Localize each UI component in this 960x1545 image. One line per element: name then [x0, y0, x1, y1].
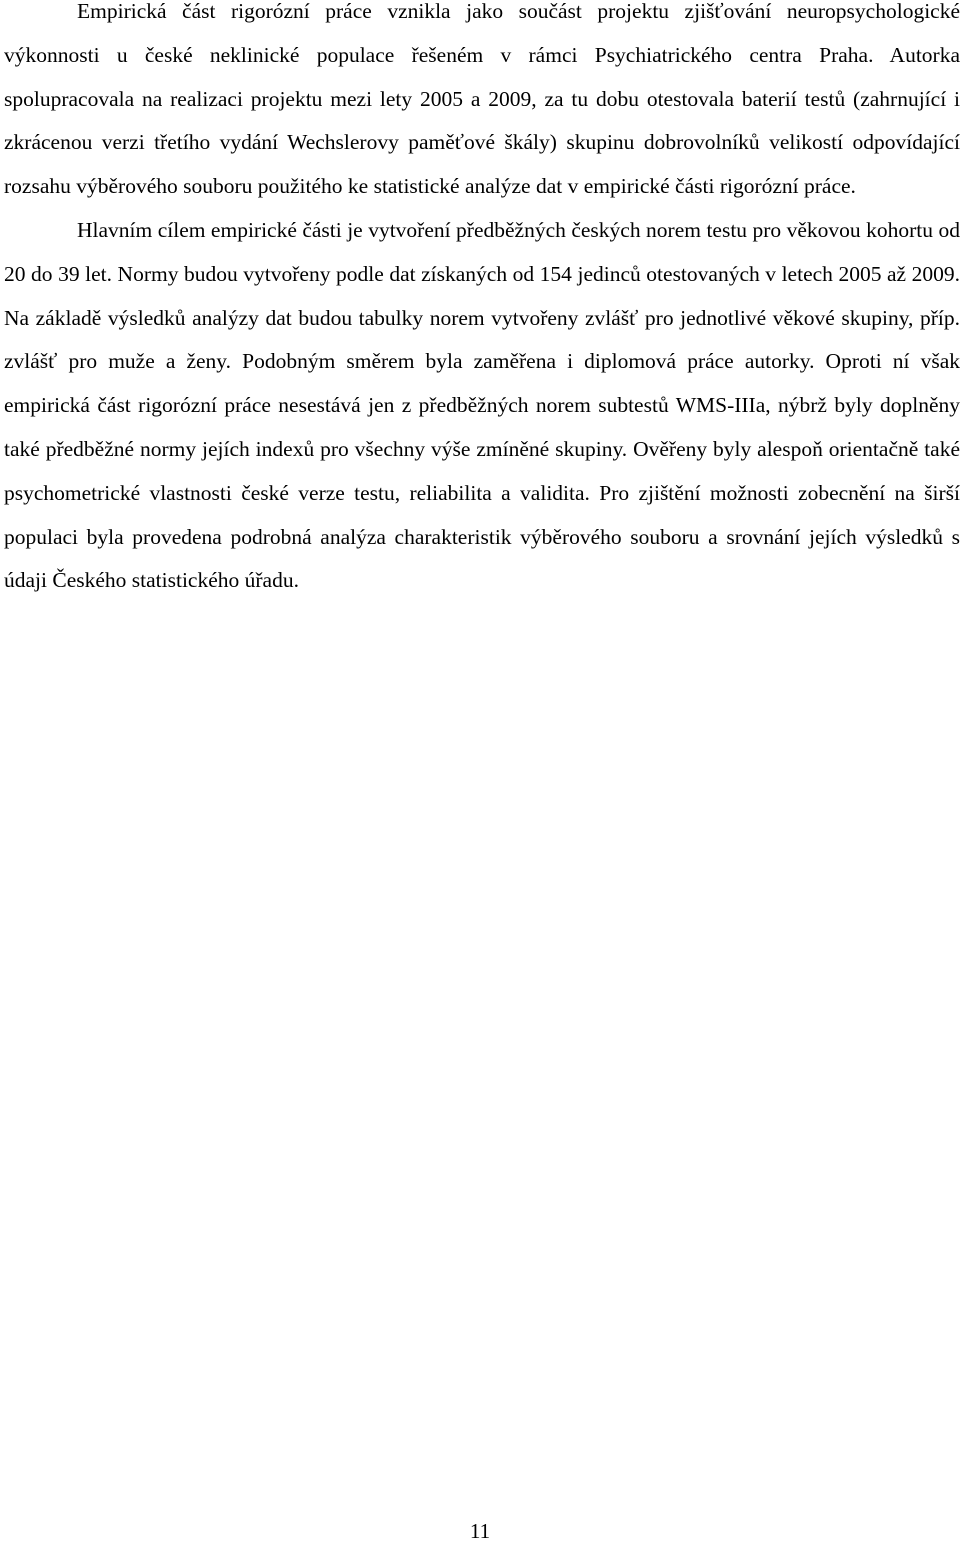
- paragraph-intro: Empirická část rigorózní práce vznikla jako součást projektu zjišťování neuropsychologické výkonnosti u české neklinické populace řešeném v rámci Psychiatrického centra Praha. Autorka spolupracovala na realizaci projektu mezi lety 2005 a 2009, za tu dobu otestovala baterií testů (zahrnující i zkrácenou verzi třetího vydání Wechslerovy paměťové škály) skupinu dobrovolníků velikostí odpovídající rozsahu výběrového souboru použitého ke statistické analýze dat v empirické části rigorózní práce.: [4, 0, 960, 199]
- document-page: [4, 0, 960, 603]
- page-number: 11: [469, 1519, 491, 1543]
- paragraph-main-goal: Hlavním cílem empirické části je vytvoření předběžných českých norem testu pro věkovou kohortu od 20 do 39 let. Normy budou vytvořeny podle dat získaných od 154 jedinců otestovaných v letech 2005 až 2009. Na základě výsledků analýzy dat budou tabulky norem vytvořeny zvlášť pro jednotlivé věkové skupiny, příp. zvlášť pro muže a ženy. Podobným směrem byla zaměřena i diplomová práce autorky. Oproti ní však empirická část rigorózní práce nesestává jen z předběžných norem subtestů WMS-IIIa, nýbrž byly doplněny také předběžné normy jejích indexů pro všechny výše zmíněné skupiny. Ověřeny byly alespoň orientačně také psychometrické vlastnosti české verze testu, reliabilita a validita. Pro zjištění možnosti zobecnění na širší populaci byla provedena podrobná analýza charakteristik výběrového souboru a srovnání jejích výsledků s údaji Českého statistického úřadu.: [4, 217, 960, 593]
